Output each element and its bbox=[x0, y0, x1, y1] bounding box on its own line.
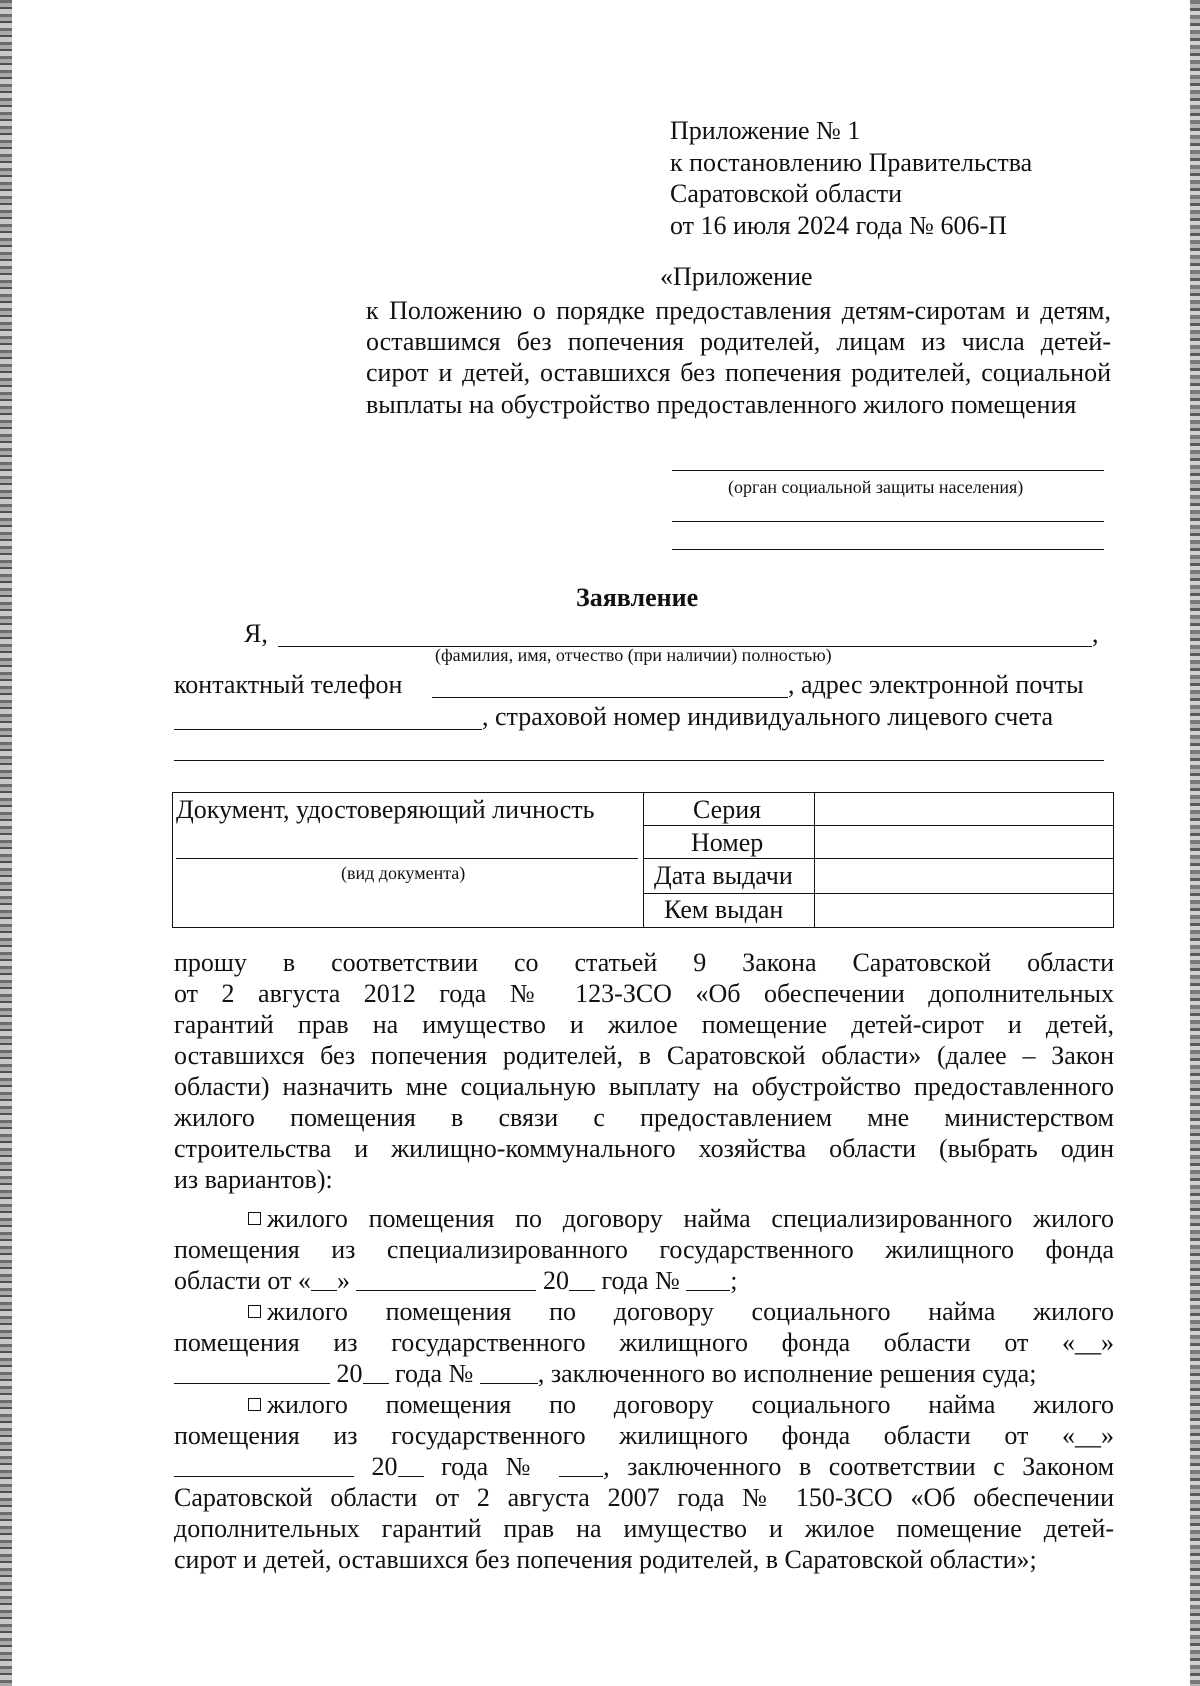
option-1-quote-close: » bbox=[336, 1266, 350, 1295]
option-2-year-prefix: 20 bbox=[336, 1359, 363, 1388]
option-2 bbox=[248, 1297, 1114, 1327]
snils-field[interactable] bbox=[174, 760, 1104, 761]
option-1-from-label: области от « bbox=[174, 1266, 311, 1295]
addressee-line-1[interactable] bbox=[672, 470, 1104, 471]
option-3-year-field[interactable] bbox=[398, 1454, 424, 1477]
option-3-checkbox[interactable] bbox=[248, 1398, 261, 1411]
doc-type-field[interactable] bbox=[176, 858, 638, 859]
option-2-tail: , заключенного во исполнение решения суда; bbox=[537, 1359, 1037, 1388]
option-1-month-field[interactable] bbox=[356, 1268, 536, 1291]
regulation-line-4: выплаты на обустройство предоставленного жилого помещения bbox=[366, 390, 1077, 419]
email-field[interactable] bbox=[174, 729, 482, 730]
option-2-year-field[interactable] bbox=[363, 1361, 389, 1384]
series-field[interactable] bbox=[818, 795, 1108, 823]
appendix-line-4: от 16 июля 2024 года № 606-П bbox=[670, 210, 1007, 240]
email-label: , адрес электронной почты bbox=[788, 670, 1084, 699]
option-3-tail: , заключенного в соответствии с Законом bbox=[603, 1452, 1115, 1481]
issued-by-label: Кем выдан bbox=[664, 895, 784, 924]
issue-date-field[interactable] bbox=[818, 861, 1108, 891]
issued-by-field[interactable] bbox=[818, 895, 1108, 925]
snils-label: , страховой номер индивидуального лицевого счета bbox=[482, 702, 1054, 731]
appendix-line-3: Саратовской области bbox=[670, 179, 903, 208]
option-3-number-field[interactable] bbox=[559, 1454, 603, 1477]
option-3-number-label: года № bbox=[441, 1452, 542, 1481]
request-line: от 2 августа 2012 года № 123-ЗСО «Об обеспечении дополнительных bbox=[174, 979, 1114, 1008]
table-row-divider-2 bbox=[643, 858, 1113, 859]
series-label: Серия bbox=[693, 795, 762, 824]
option-3-line-5: дополнительных гарантий прав на имущество и жилое помещение детей- bbox=[174, 1514, 1114, 1543]
addressee-line-3[interactable] bbox=[672, 549, 1104, 550]
option-1-checkbox[interactable] bbox=[248, 1212, 261, 1225]
option-3-line-2: помещения из государственного жилищного фонда области от «__» bbox=[174, 1421, 1114, 1450]
fio-comma: , bbox=[1092, 619, 1099, 648]
option-1-number-label: года № bbox=[601, 1266, 680, 1295]
option-3 bbox=[248, 1390, 1114, 1420]
request-line: гарантий прав на имущество и жилое помещение детей-сирот и детей, bbox=[174, 1010, 1114, 1039]
option-1-line-2: помещения из специализированного государственного жилищного фонда bbox=[174, 1235, 1114, 1264]
doc-type-caption: (вид документа) bbox=[341, 863, 466, 883]
scan-edge-left bbox=[0, 0, 12, 1686]
option-2-checkbox[interactable] bbox=[248, 1305, 261, 1318]
table-divider-1 bbox=[643, 793, 644, 927]
request-line: прошу в соответствии со статьей 9 Закона Саратовской области bbox=[174, 948, 1114, 977]
option-2-month-field[interactable] bbox=[174, 1361, 330, 1384]
option-1-end: ; bbox=[730, 1266, 738, 1295]
scan-edge-right bbox=[1190, 0, 1200, 1686]
option-2-line-3 bbox=[174, 1359, 1037, 1389]
option-1-line-1: жилого помещения по договору найма специализированного жилого bbox=[267, 1204, 1114, 1233]
option-1-line-3 bbox=[174, 1266, 738, 1296]
request-line: жилого помещения в связи с предоставлением мне министерством bbox=[174, 1103, 1114, 1132]
addressee-caption: (орган социальной защиты населения) bbox=[728, 477, 1024, 497]
table-row-divider-1 bbox=[643, 825, 1113, 826]
appendix-line-2: к постановлению Правительства bbox=[670, 147, 1033, 177]
request-last-line: из вариантов): bbox=[174, 1165, 333, 1194]
regulation-opening: «Приложение bbox=[660, 262, 813, 291]
issue-date-label: Дата выдачи bbox=[654, 861, 793, 890]
phone-label: контактный телефон bbox=[174, 670, 403, 699]
option-3-line-3 bbox=[174, 1452, 1114, 1482]
table-divider-2 bbox=[814, 793, 815, 927]
document-title: Заявление bbox=[576, 583, 699, 612]
applicant-ya: Я, bbox=[244, 619, 268, 648]
option-3-line-4: Саратовской области от 2 августа 2007 года № 150-ЗСО «Об обеспечении bbox=[174, 1483, 1114, 1512]
option-2-line-2: помещения из государственного жилищного фонда области от «__» bbox=[174, 1328, 1114, 1357]
id-document-table bbox=[172, 792, 1114, 928]
option-1 bbox=[248, 1204, 1114, 1234]
option-3-month-field[interactable] bbox=[174, 1454, 354, 1477]
number-field[interactable] bbox=[818, 828, 1108, 856]
option-3-year-prefix: 20 bbox=[371, 1452, 398, 1481]
option-3-line-1: жилого помещения по договору социального найма жилого bbox=[267, 1390, 1114, 1419]
regulation-line-3: сирот и детей, оставшихся без попечения родителей, социальной bbox=[366, 358, 1111, 387]
option-3-line-6: сирот и детей, оставшихся без попечения родителей, в Саратовской области»; bbox=[174, 1545, 1037, 1574]
request-line: оставшихся без попечения родителей, в Саратовской области» (далее – Закон bbox=[174, 1041, 1114, 1070]
option-2-number-field[interactable] bbox=[480, 1361, 538, 1384]
option-1-day-field[interactable] bbox=[311, 1268, 337, 1291]
addressee-line-2[interactable] bbox=[672, 521, 1104, 522]
table-row-divider-3 bbox=[643, 893, 1113, 894]
number-label: Номер bbox=[691, 828, 764, 857]
option-2-line-1: жилого помещения по договору социального найма жилого bbox=[267, 1297, 1114, 1326]
option-1-year-field[interactable] bbox=[569, 1268, 595, 1291]
request-line: строительства и жилищно-коммунального хозяйства области (выбрать один bbox=[174, 1134, 1114, 1163]
fio-caption: (фамилия, имя, отчество (при наличии) полностью) bbox=[435, 645, 832, 665]
option-2-number-label: года № bbox=[395, 1359, 474, 1388]
request-line: области) назначить мне социальную выплату на обустройство предоставленного bbox=[174, 1072, 1114, 1101]
option-1-number-field[interactable] bbox=[686, 1268, 730, 1291]
appendix-line-1: Приложение № 1 bbox=[670, 116, 861, 145]
option-1-year-prefix: 20 bbox=[542, 1266, 569, 1295]
doc-type-label: Документ, удостоверяющий личность bbox=[176, 795, 595, 824]
regulation-line-2: оставшимся без попечения родителей, лицам из числа детей- bbox=[366, 327, 1111, 356]
phone-field[interactable] bbox=[432, 697, 788, 698]
appendix-header bbox=[670, 115, 1032, 241]
regulation-line-1: к Положению о порядке предоставления детям-сиротам и детям, bbox=[366, 296, 1111, 325]
